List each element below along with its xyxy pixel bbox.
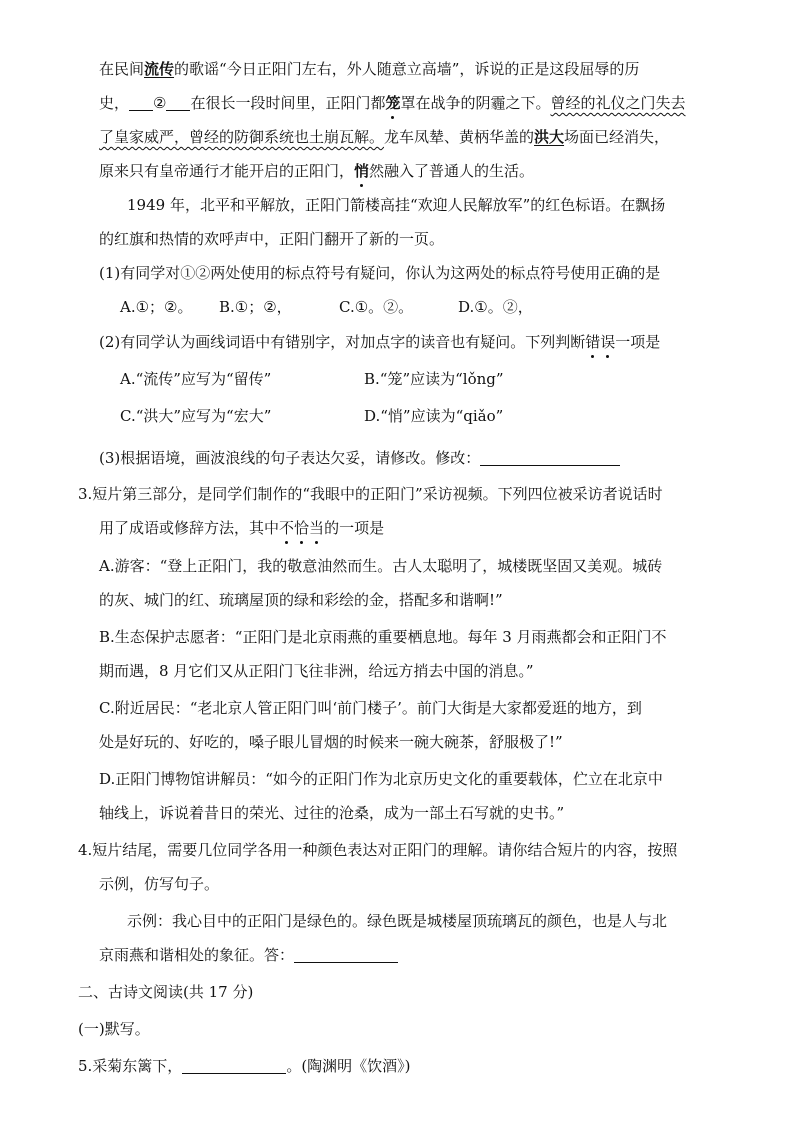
question-stem: 示例，仿写句子。 [99,875,220,893]
option-a: A.游客：“登上正阳门，我的敬意油然而生。古人太聪明了，城楼既坚固又美观。城砖 [99,557,663,575]
example-line: 示例：我心目中的正阳门是绿色的。绿色既是城楼屋顶琉璃瓦的颜色，也是人与北 [127,912,668,930]
option-a: 的灰、城门的红、琉璃屋顶的绿和彩绘的金，搭配多和谐啊!” [99,591,503,609]
wavy-sentence: 了皇家威严，曾经的防御系统也土崩瓦解。 [99,128,385,146]
option-d: 轴线上，诉说着昔日的荣光、过往的沧桑，成为一部土石写就的史书。” [99,804,565,822]
dotted-char: 恰 [294,519,310,537]
question-stem: (3)根据语境，画波浪线的句子表达欠妥，请修改。修改： [99,447,620,469]
option-b: 期而遇，8 月它们又从正阳门飞往非洲，给远方捎去中国的消息。” [99,662,534,680]
circled-number-2: ② [153,94,167,112]
question-stem: 5.采菊东篱下， 。(陶渊明《饮酒》) [78,1057,411,1075]
option-b: B.“笼”应读为“lǒng” [364,370,504,388]
option-b: B.①；②， [219,298,292,316]
option-c: C.附近居民：“老北京人管正阳门叫‘前门楼子’。前门大街是大家都爱逛的地方，到 [99,699,642,717]
answer-blank[interactable] [182,1057,286,1074]
subsection-title: (一)默写。 [78,1020,150,1038]
dotted-char-qiao: 悄 [354,162,370,180]
dotted-char: 错 [585,333,601,351]
passage-line: 了皇家威严，曾经的防御系统也土崩瓦解。龙车凤辇、黄柄华盖的洪大场面已经消失， [99,128,670,146]
dotted-char: 当 [309,519,325,537]
question-stem: 用了成语或修辞方法，其中不恰当的一项是 [99,519,385,537]
section-title: 二、古诗文阅读(共 17 分) [78,983,254,1001]
dotted-char-long: 笼 [385,94,401,112]
example-line: 京雨燕和谐相处的象征。答： [99,944,398,966]
blank [166,94,190,111]
blank [129,94,153,111]
dotted-char: 不 [279,519,295,537]
answer-blank[interactable] [294,946,398,963]
question-stem: (2)有同学认为画线词语中有错别字，对加点字的读音也有疑问。下列判断错误一项是 [99,333,661,351]
answer-blank[interactable] [480,449,620,466]
question-stem: (1)有同学对①②两处使用的标点符号有疑问，你认为这两处的标点符号使用正确的是 [99,264,661,282]
wavy-sentence: 曾经的礼仪之门失去 [550,94,686,112]
underlined-word-hongda: 洪大 [534,128,565,146]
question-stem: 3.短片第三部分，是同学们制作的“我眼中的正阳门”采访视频。下列四位被采访者说话时 [78,485,663,503]
passage-line: 史， ② 在很长一段时间里，正阳门都笼罩在战争的阴霾之下。曾经的礼仪之门失去 [99,94,686,112]
passage-line: 在民间流传的歌谣“今日正阳门左右，外人随意立高墙”，诉说的正是这段屈辱的历 [99,60,640,78]
passage-line: 原来只有皇帝通行才能开启的正阳门，悄然融入了普通人的生活。 [99,162,535,180]
option-c: C.①。②。 [339,298,414,316]
passage-line: 1949 年，北平和平解放，正阳门箭楼高挂“欢迎人民解放军”的红色标语。在飘扬 [127,196,666,214]
option-d: D.①。②， [458,298,533,316]
option-b: B.生态保护志愿者：“正阳门是北京雨燕的重要栖息地。每年 3 月雨燕都会和正阳门不 [99,628,667,646]
option-d: D.“悄”应读为“qiǎo” [364,407,504,425]
dotted-char: 误 [600,333,616,351]
option-d: D.正阳门博物馆讲解员：“如今的正阳门作为北京历史文化的重要载体，伫立在北京中 [99,770,663,788]
option-c: C.“洪大”应写为“宏大” [120,407,272,425]
option-a: A.“流传”应写为“留传” [120,370,272,388]
underlined-word-liuchuan: 流传 [144,60,175,78]
option-a: A.①；②。 [120,298,193,316]
option-c: 处是好玩的、好吃的，嗓子眼儿冒烟的时候来一碗大碗茶，舒服极了!” [99,733,563,751]
passage-line: 的红旗和热情的欢呼声中，正阳门翻开了新的一页。 [99,230,445,248]
question-stem: 4.短片结尾，需要几位同学各用一种颜色表达对正阳门的理解。请你结合短片的内容，按照 [78,841,678,859]
